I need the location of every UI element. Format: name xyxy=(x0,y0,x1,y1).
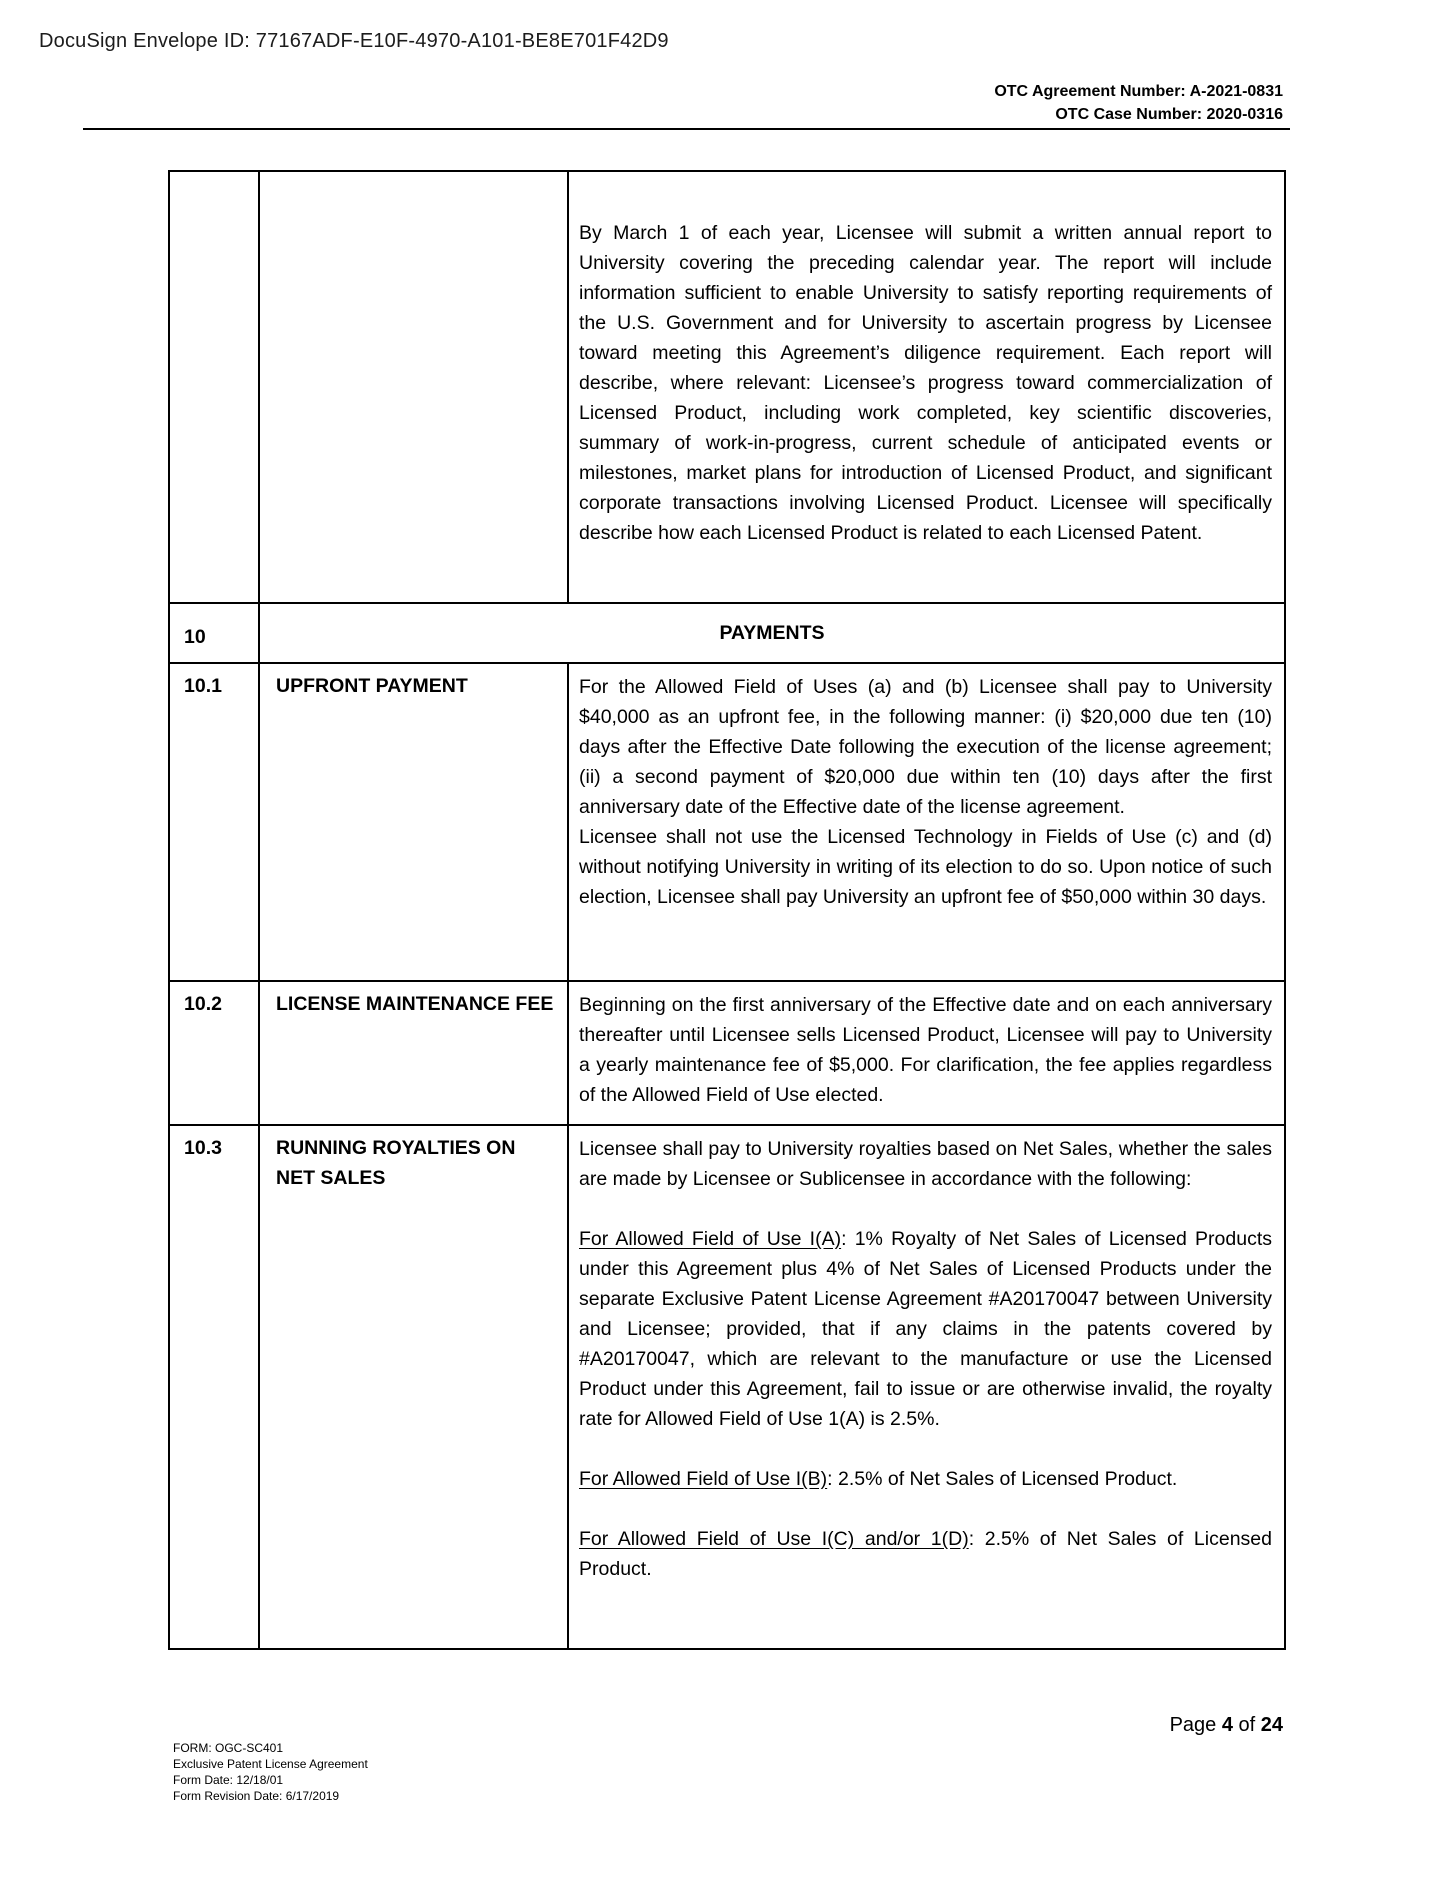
current-page-number: 4 xyxy=(1221,1714,1233,1736)
upfront-payment-text-cell xyxy=(568,663,1285,981)
otc-numbers xyxy=(994,80,1283,126)
section-number-10: 10 xyxy=(169,603,259,663)
table-row-continuation xyxy=(169,171,1285,603)
total-page-count: 24 xyxy=(1260,1714,1283,1736)
agreement-table xyxy=(168,170,1286,1650)
section-number-10-2: 10.2 xyxy=(169,981,259,1125)
royalty-1a-text: : 1% Royalty of Net Sales of Licensed Products under this Agreement plus 4% of Net Sales of Licensed Products under the separate Exclusive Patent License Agreement #A20170047 between University and Licensee; provided, that if any claims in the patents covered by #A20170047, which are relevant to the manufacture or use the Licensed Product under this Agreement, fail to issue or are otherwise invalid, the royalty rate for Allowed Field of Use 1(A) is 2.5%. xyxy=(579,1228,1272,1430)
form-identification-block xyxy=(173,1740,368,1804)
royalty-1c-underlined-heading: For Allowed Field of Use I(C) and/or 1(D) xyxy=(579,1528,969,1550)
royalty-field-of-use-1c-1d xyxy=(579,1524,1272,1584)
section-number-10-3: 10.3 xyxy=(169,1125,259,1649)
section-number-cell-empty xyxy=(169,171,259,603)
table-row-running-royalties xyxy=(169,1125,1285,1649)
royalty-1b-text: : 2.5% of Net Sales of Licensed Product. xyxy=(827,1468,1178,1490)
section-number-10-1: 10.1 xyxy=(169,663,259,981)
running-royalties-intro: Licensee shall pay to University royalties based on Net Sales, whether the sales are made by Licensee or Sublicensee in accordance with the following: xyxy=(579,1138,1272,1190)
form-date-line: Form Date: 12/18/01 xyxy=(173,1773,284,1787)
royalty-field-of-use-1a xyxy=(579,1224,1272,1434)
running-royalties-text-cell xyxy=(568,1125,1285,1649)
table-row-license-maintenance-fee xyxy=(169,981,1285,1125)
royalty-field-of-use-1b xyxy=(579,1464,1272,1494)
upfront-payment-label: UPFRONT PAYMENT xyxy=(259,663,568,981)
payments-section-title: PAYMENTS xyxy=(259,603,1285,663)
section-label-cell-empty xyxy=(259,171,568,603)
form-revision-date-line: Form Revision Date: 6/17/2019 xyxy=(173,1789,340,1803)
royalty-1b-underlined-heading: For Allowed Field of Use I(B) xyxy=(579,1468,828,1490)
royalty-1c-text: : 2.5% of Net Sales of Licensed Product. xyxy=(579,1528,1272,1580)
royalty-1a-underlined-heading: For Allowed Field of Use I(A) xyxy=(579,1228,842,1250)
page-number-indicator xyxy=(1170,1714,1283,1737)
running-royalties-label: RUNNING ROYALTIES ON NET SALES xyxy=(259,1125,568,1649)
table-row-payments-header xyxy=(169,603,1285,663)
table-row-upfront-payment xyxy=(169,663,1285,981)
page-word: Page xyxy=(1169,1714,1222,1736)
annual-report-text-cell xyxy=(568,171,1285,603)
license-maintenance-fee-paragraph: Beginning on the first anniversary of the Effective date and on each anniversary thereafter until Licensee sells Licensed Product, Licensee will pay to University a yearly maintenance fee of $5,000. For clarification, the fee applies regardless of the Allowed Field of Use elected. xyxy=(579,994,1272,1106)
otc-agreement-number: OTC Agreement Number: A-2021-0831 xyxy=(994,83,1283,100)
license-maintenance-fee-label: LICENSE MAINTENANCE FEE xyxy=(259,981,568,1125)
upfront-payment-paragraph-1: For the Allowed Field of Uses (a) and (b) Licensee shall pay to University $40,000 as an upfront fee, in the following manner: (i) $20,000 due ten (10) days after the Effective Date following the execution of the license agreement; (ii) a second payment of $20,000 due within ten (10) days after the first anniversary date of the Effective date of the license agreement. xyxy=(579,676,1272,818)
annual-report-paragraph: By March 1 of each year, Licensee will submit a written annual report to University covering the preceding calendar year. The report will include information sufficient to enable University to satisfy reporting requirements of the U.S. Government and for University to ascertain progress by Licensee toward meeting this Agreement’s diligence requirement. Each report will describe, where relevant: Licensee’s progress toward commercialization of Licensed Product, including work completed, key scientific discoveries, summary of work-in-progress, current schedule of anticipated events or milestones, market plans for introduction of Licensed Product, and significant corporate transactions involving Licensed Product. Licensee will specifically describe how each Licensed Product is related to each Licensed Patent. xyxy=(579,222,1272,544)
docusign-envelope-id: DocuSign Envelope ID: 77167ADF-E10F-4970-A101-BE8E701F42D9 xyxy=(39,30,669,52)
upfront-payment-paragraph-2: Licensee shall not use the Licensed Technology in Fields of Use (c) and (d) without notifying University in writing of its election to do so. Upon notice of such election, Licensee shall pay University an upfront fee of $50,000 within 30 days. xyxy=(579,826,1272,908)
otc-case-number: OTC Case Number: 2020-0316 xyxy=(1055,106,1283,123)
form-title-line: Exclusive Patent License Agreement xyxy=(173,1757,368,1771)
header-divider-line xyxy=(83,128,1290,130)
license-maintenance-fee-text-cell xyxy=(568,981,1285,1125)
form-number-line: FORM: OGC-SC401 xyxy=(173,1741,284,1755)
of-word: of xyxy=(1232,1714,1261,1736)
